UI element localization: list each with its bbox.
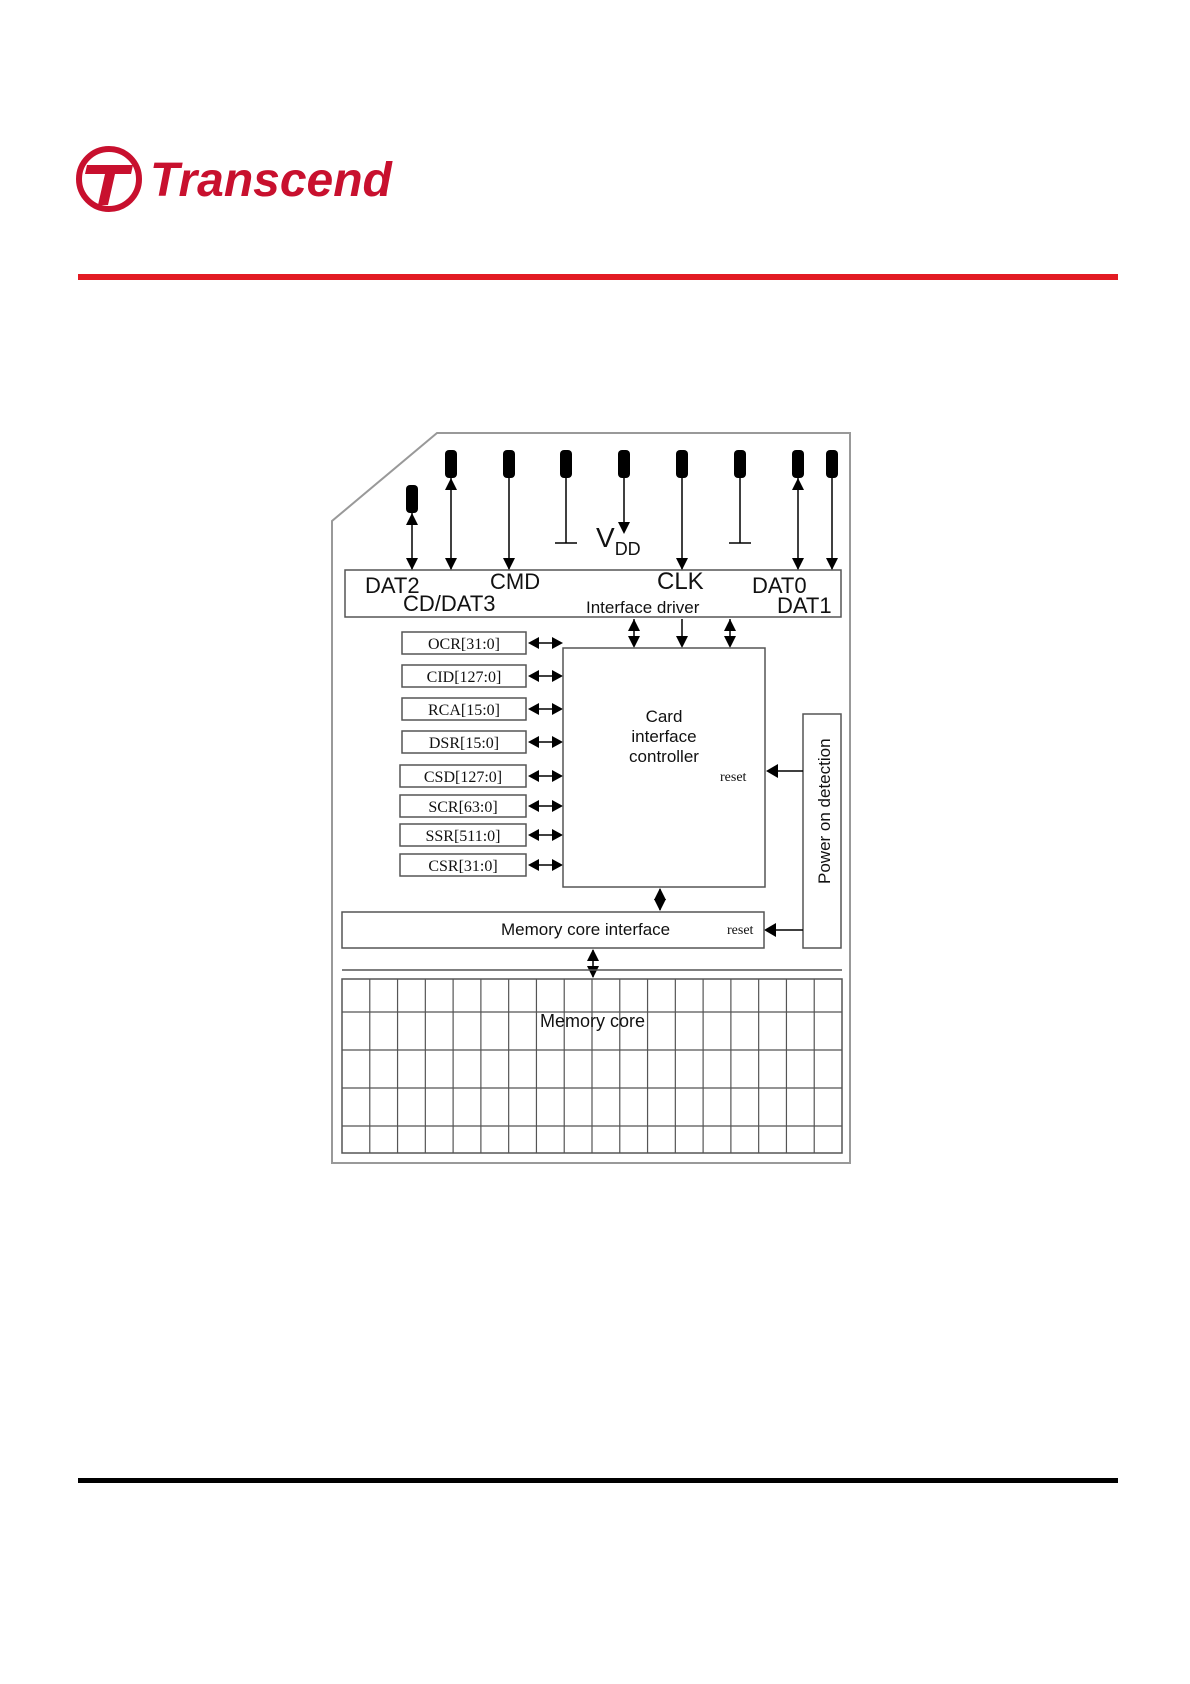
controller-label-line1: Card	[645, 707, 683, 726]
register-arrow-left	[528, 770, 539, 782]
vdd-arrowhead	[618, 522, 630, 534]
memory-core-interface-label: Memory core interface	[501, 920, 671, 939]
register-arrow-right	[552, 800, 563, 812]
driver-arrow-group	[628, 619, 736, 648]
pin-contact-5	[676, 450, 688, 478]
pin-arrow-down-1	[445, 558, 457, 570]
register-label: DSR[15:0]	[428, 735, 500, 752]
register-arrow-left	[528, 703, 539, 715]
pin-contact-1	[445, 450, 457, 478]
pin-contact-0	[406, 485, 418, 513]
pin-arrow-up-0	[406, 513, 418, 525]
controller-label-line3: controller	[629, 747, 699, 766]
pin-contact-8	[826, 450, 838, 478]
register-label: OCR[31:0]	[428, 636, 500, 653]
reset-arrowhead-controller	[766, 764, 778, 778]
driver-arrow-up-0	[628, 619, 640, 631]
register-arrow-right	[552, 859, 563, 871]
controller-to-memory-arrow-down	[654, 899, 666, 911]
pin-contact-6	[734, 450, 746, 478]
pin-label-clk: CLK	[657, 568, 704, 595]
reset-arrowhead-memory	[764, 923, 776, 937]
pin-contact-4	[618, 450, 630, 478]
register-arrow-right	[552, 637, 563, 649]
power-on-detection-label: Power on detection	[815, 738, 834, 884]
pin-label-cd-dat3: CD/DAT3	[403, 591, 496, 616]
memory-interface-reset-label: reset	[727, 923, 754, 938]
register-arrow-left	[528, 859, 539, 871]
driver-arrow-up-2	[724, 619, 736, 631]
pin-label-dat1: DAT1	[777, 593, 832, 618]
register-arrow-left	[528, 670, 539, 682]
pin-arrow-down-7	[792, 558, 804, 570]
register-arrow-left	[528, 800, 539, 812]
register-arrow-right	[552, 703, 563, 715]
register-arrow-right	[552, 770, 563, 782]
register-arrow-left	[528, 829, 539, 841]
pin-arrow-down-8	[826, 558, 838, 570]
register-label: CSR[31:0]	[428, 858, 498, 875]
register-label: SCR[63:0]	[428, 799, 498, 816]
pin-arrow-up-7	[792, 478, 804, 490]
pin-label-dat0: DAT0	[752, 573, 807, 598]
vdd-subscript: DD	[614, 539, 641, 559]
pin-contact-2	[503, 450, 515, 478]
pin-arrow-down-0	[406, 558, 418, 570]
register-label: SSR[511:0]	[425, 828, 501, 845]
pin-contact-7	[792, 450, 804, 478]
pin-label-vdd	[596, 522, 641, 559]
interface-to-core-arrow-up	[587, 949, 599, 961]
controller-label-line2: interface	[631, 727, 697, 746]
brand-name: Transcend	[150, 154, 392, 207]
controller-reset-label: reset	[720, 770, 747, 785]
footer-black-rule	[78, 1478, 1118, 1483]
register-arrow-left	[528, 736, 539, 748]
register-arrow-right	[552, 670, 563, 682]
pin-label-cmd: CMD	[490, 569, 541, 594]
vdd-main: V	[596, 522, 615, 553]
register-arrow-left	[528, 637, 539, 649]
pin-label-dat2: DAT2	[365, 573, 420, 598]
interface-to-core-arrow-down	[587, 966, 599, 978]
card-interface-controller-box	[563, 648, 765, 887]
register-label: RCA[15:0]	[428, 702, 500, 719]
memory-core-grid	[342, 979, 842, 1153]
register-arrow-right	[552, 829, 563, 841]
memory-core-label: Memory core	[540, 1011, 646, 1031]
register-label: CSD[127:0]	[423, 769, 503, 786]
register-arrow-right	[552, 736, 563, 748]
driver-arrow-down-1	[676, 636, 688, 648]
driver-arrow-down-2	[724, 636, 736, 648]
driver-arrow-down-0	[628, 636, 640, 648]
register-group	[400, 632, 563, 876]
pin-contact-3	[560, 450, 572, 478]
register-label: CID[127:0]	[426, 669, 502, 686]
pin-arrow-up-1	[445, 478, 457, 490]
interface-driver-label: Interface driver	[586, 598, 700, 617]
controller-to-memory-arrow-up	[654, 888, 666, 900]
